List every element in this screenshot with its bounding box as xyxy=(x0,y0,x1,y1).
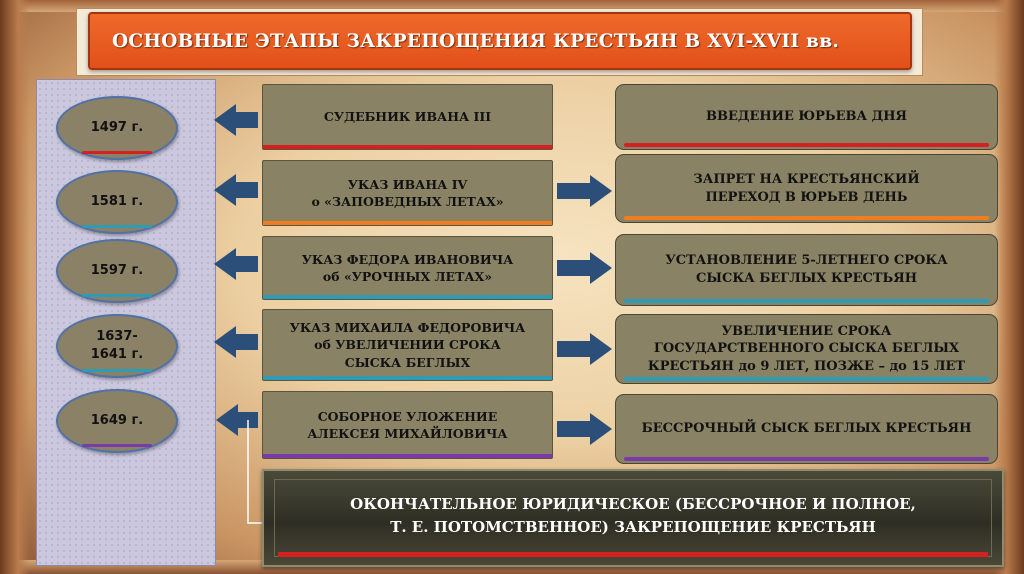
year-label: 1597 г. xyxy=(90,263,144,279)
page-title: ОСНОВНЫЕ ЭТАПЫ ЗАКРЕПОЩЕНИЯ КРЕСТЬЯН В XVI-XVII вв. xyxy=(112,30,840,52)
result-label: БЕССРОЧНЫЙ СЫСК БЕГЛЫХ КРЕСТЬЯН xyxy=(641,421,972,437)
arrow-left-icon xyxy=(214,248,258,280)
act-label: УКАЗ ФЕДОРА ИВАНОВИЧА об «УРОЧНЫХ ЛЕТАХ» xyxy=(301,251,514,284)
year-label: 1649 г. xyxy=(90,413,144,429)
accent-bar xyxy=(278,552,988,557)
result-label: УВЕЛИЧЕНИЕ СРОКА ГОСУДАРСТВЕННОГО СЫСКА БЕГЛЫХ КРЕСТЬЯН до 9 ЛЕТ, ПОЗЖЕ – до 15 ЛЕТ xyxy=(647,323,966,374)
act-label: УКАЗ МИХАИЛА ФЕДОРОВИЧА об УВЕЛИЧЕНИИ СРОКА СЫСКА БЕГЛЫХ xyxy=(289,319,526,370)
arrow-right-icon xyxy=(557,333,612,365)
arrow-left-icon xyxy=(214,104,258,136)
conclusion-text: ОКОНЧАТЕЛЬНОЕ ЮРИДИЧЕСКОЕ (БЕССРОЧНОЕ И ПОЛНОЕ, Т. Е. ПОТОМСТВЕННОЕ) ЗАКРЕПОЩЕНИЕ КРЕСТЬЯН xyxy=(350,494,916,536)
arrow-left-icon xyxy=(216,404,258,436)
connector-line xyxy=(248,420,262,523)
arrow-right-icon xyxy=(557,413,612,445)
result-label: УСТАНОВЛЕНИЕ 5-ЛЕТНЕГО СРОКА СЫСКА БЕГЛЫХ КРЕСТЬЯН xyxy=(665,253,948,286)
result-label: ЗАПРЕТ НА КРЕСТЬЯНСКИЙ ПЕРЕХОД В ЮРЬЕВ ДЕНЬ xyxy=(693,171,920,205)
act-label: СОБОРНОЕ УЛОЖЕНИЕ АЛЕКСЕЯ МИХАЙЛОВИЧА xyxy=(307,408,508,441)
year-label: 1497 г. xyxy=(90,120,144,136)
result-label: ВВЕДЕНИЕ ЮРЬЕВА ДНЯ xyxy=(706,109,907,125)
arrow-right-icon xyxy=(557,175,612,207)
arrow-left-icon xyxy=(214,174,258,206)
year-label: 1637- 1641 г. xyxy=(90,329,144,362)
act-label: СУДЕБНИК ИВАНА III xyxy=(323,109,492,125)
act-label: УКАЗ ИВАНА IV о «ЗАПОВЕДНЫХ ЛЕТАХ» xyxy=(311,176,504,209)
year-label: 1581 г. xyxy=(90,194,144,210)
conclusion-box xyxy=(262,469,1004,567)
arrow-right-icon xyxy=(557,252,612,284)
arrow-left-icon xyxy=(214,326,258,358)
